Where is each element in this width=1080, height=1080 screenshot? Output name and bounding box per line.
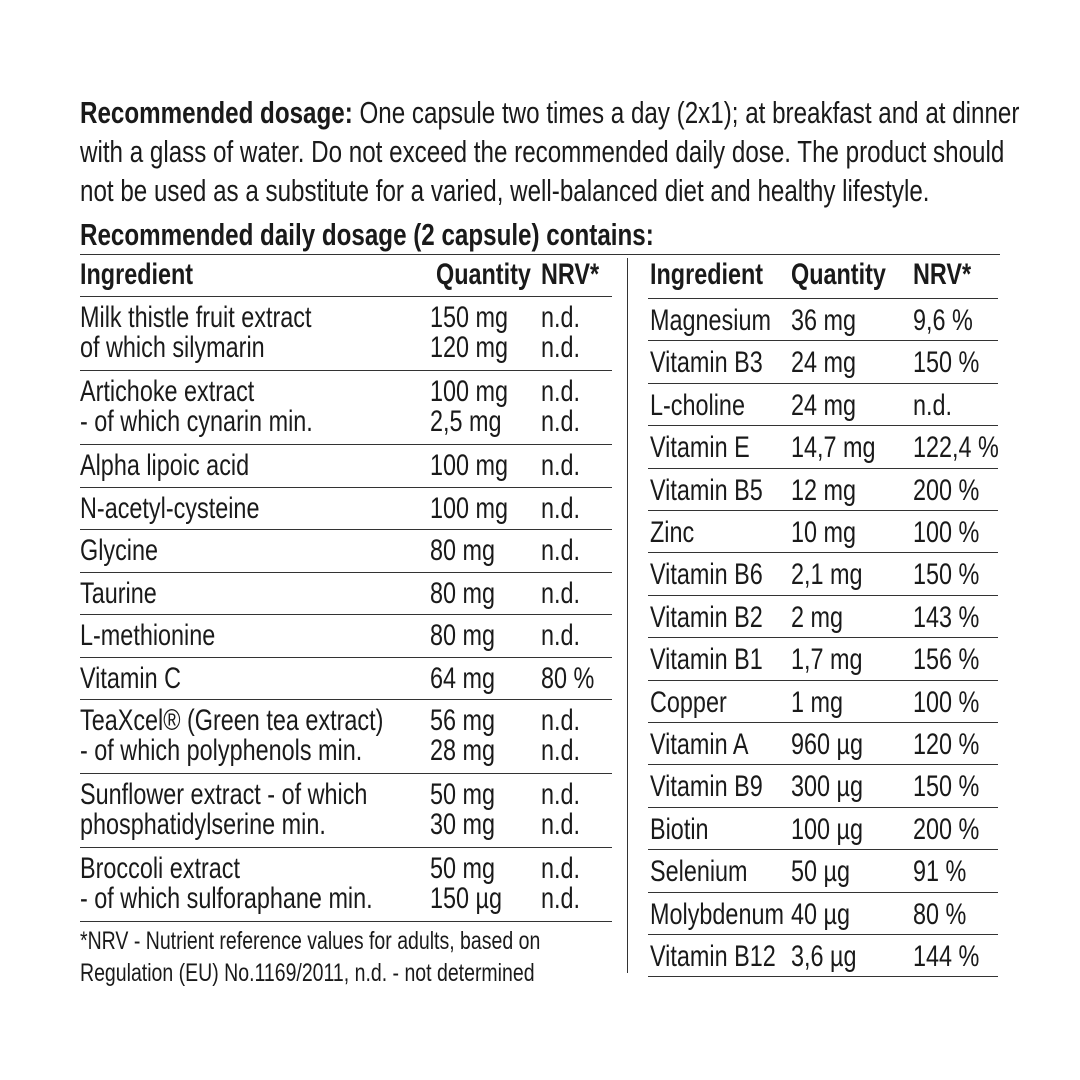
row-separator [80,614,612,615]
nutrient-nrv: 150 % [913,770,980,803]
right-header-rule [648,298,998,299]
ingredient-quantity: 28 mg [430,734,496,767]
nutrient-nrv: 200 % [913,474,980,507]
ingredient-nrv: n.d. [541,375,581,408]
dosage-label: Recommended dosage: [80,95,353,130]
row-separator [648,595,998,596]
nutrient-name: Vitamin A [650,728,749,761]
row-separator [648,552,998,553]
nutrient-nrv: 122,4 % [913,431,999,464]
ingredient-quantity: 2,5 mg [430,405,502,438]
left-header-ingredient: Ingredient [80,258,194,291]
nrv-footnote [80,925,800,989]
nutrient-nrv: 200 % [913,813,980,846]
nutrient-nrv: 144 % [913,940,980,973]
ingredient-quantity: 56 mg [430,704,496,737]
row-separator [80,699,612,700]
ingredient-name: Glycine [80,534,159,567]
dosage-text-line-1: One capsule two times a day (2x1); at breakfast and at dinner [352,95,1020,130]
nutrient-quantity: 24 mg [791,389,857,422]
ingredient-nrv: n.d. [541,808,581,841]
ingredient-quantity: 150 mg [430,301,509,334]
right-header-nrv: NRV* [913,258,972,291]
row-separator [80,529,612,530]
nutrient-nrv: 156 % [913,643,980,676]
ingredient-name: Broccoli extract [80,852,240,885]
row-separator [648,849,998,850]
nutrient-quantity: 10 mg [791,516,857,549]
footnote-line-2: Regulation (EU) No.1169/2011, n.d. - not determined [80,959,535,987]
nutrient-name: Vitamin B12 [650,940,776,973]
ingredient-quantity: 100 mg [430,375,509,408]
ingredient-name: Artichoke extract [80,375,255,408]
ingredient-nrv: n.d. [541,301,581,334]
nutrient-name: Selenium [650,855,748,888]
nutrient-quantity: 1 mg [791,686,844,719]
daily-dosage-title: Recommended daily dosage (2 capsule) contains: [80,217,654,252]
nutrient-quantity: 50 µg [791,855,851,888]
nutrient-quantity: 960 µg [791,728,864,761]
ingredient-name: L-methionine [80,619,216,652]
nutrient-name: Magnesium [650,304,771,337]
row-separator [648,892,998,893]
nutrient-quantity: 14,7 mg [791,431,876,464]
ingredient-quantity: 30 mg [430,808,496,841]
ingredient-nrv: n.d. [541,534,581,567]
nutrient-nrv: 9,6 % [913,304,973,337]
ingredient-name: Sunflower extract - of which [80,778,368,811]
ingredient-name: of which silymarin [80,331,265,364]
nutrient-nrv: 150 % [913,346,980,379]
ingredient-nrv: n.d. [541,405,581,438]
column-divider [627,258,628,973]
nutrient-name: Copper [650,686,727,719]
nutrient-name: Vitamin E [650,431,750,464]
ingredient-name: - of which cynarin min. [80,405,313,438]
nutrient-quantity: 100 µg [791,813,864,846]
right-header-quantity: Quantity [791,258,886,291]
ingredient-quantity: 80 mg [430,576,496,610]
row-separator [80,847,612,848]
nutrient-name: Vitamin B9 [650,770,763,803]
nutrient-quantity: 2,1 mg [791,558,863,591]
ingredient-quantity: 100 mg [430,491,509,525]
nutrient-quantity: 300 µg [791,770,864,803]
row-separator [648,722,998,723]
ingredient-name: N-acetyl-cysteine [80,491,260,525]
row-separator [80,773,612,774]
ingredient-name: phosphatidylserine min. [80,808,326,841]
nutrient-nrv: 100 % [913,516,980,549]
nutrient-quantity: 1,7 mg [791,643,863,676]
row-separator [80,921,612,922]
row-separator [648,510,998,511]
nutrient-name: Vitamin B1 [650,643,763,676]
ingredient-nrv: n.d. [541,619,581,652]
ingredient-name: - of which sulforaphane min. [80,882,373,915]
nutrient-quantity: 24 mg [791,346,857,379]
ingredient-name: Alpha lipoic acid [80,449,250,482]
ingredient-quantity: 100 mg [430,449,509,482]
nutrient-quantity: 2 mg [791,601,844,634]
ingredient-quantity: 50 mg [430,778,496,811]
ingredient-quantity: 120 mg [430,331,509,364]
dosage-text-line-2: with a glass of water. Do not exceed the recommended daily dose. The product should [80,134,1005,169]
nutrient-name: L-choline [650,389,745,422]
ingredient-quantity: 150 µg [430,882,503,915]
nutrient-nrv: 100 % [913,686,980,719]
nutrient-nrv: 150 % [913,558,980,591]
ingredient-nrv: n.d. [541,734,581,767]
nutrient-nrv: 80 % [913,898,967,931]
nutrient-name: Molybdenum [650,898,784,931]
row-separator [80,487,612,488]
row-separator [648,425,998,426]
title-rule [80,254,1000,255]
ingredient-nrv: n.d. [541,882,581,915]
row-separator [80,370,612,371]
nutrient-quantity: 3,6 µg [791,940,857,973]
nutrient-nrv: 143 % [913,601,980,634]
ingredient-name: Taurine [80,576,157,610]
row-separator [648,680,998,681]
ingredient-name: TeaXcel® (Green tea extract) [80,704,384,737]
ingredient-quantity: 50 mg [430,852,496,885]
ingredient-name: Milk thistle fruit extract [80,301,312,334]
nutrient-name: Vitamin B6 [650,558,763,591]
nutrient-name: Vitamin B2 [650,601,763,634]
ingredient-quantity: 80 mg [430,619,496,652]
row-separator [648,637,998,638]
row-separator [80,657,612,658]
row-separator [648,468,998,469]
left-header-rule [80,296,612,297]
ingredient-nrv: n.d. [541,491,581,525]
ingredient-nrv: n.d. [541,331,581,364]
row-separator [80,572,612,573]
nutrient-name: Biotin [650,813,709,846]
nutrient-nrv: 120 % [913,728,980,761]
dosage-instructions [80,93,1080,210]
ingredient-nrv: n.d. [541,778,581,811]
ingredient-nrv: n.d. [541,852,581,885]
dosage-text-line-3: not be used as a substitute for a varied, well-balanced diet and healthy lifestyle. [80,173,930,208]
left-header-nrv: NRV* [541,258,600,291]
ingredient-name: - of which polyphenols min. [80,734,363,767]
ingredient-nrv: 80 % [541,661,595,695]
nutrient-quantity: 40 µg [791,898,851,931]
nutrient-nrv: 91 % [913,855,967,888]
row-separator [648,383,998,384]
ingredient-name: Vitamin C [80,661,182,695]
footnote-line-1: *NRV - Nutrient reference values for adults, based on [80,927,541,955]
right-header-ingredient: Ingredient [650,258,764,291]
row-separator [648,764,998,765]
nutrient-name: Vitamin B3 [650,346,763,379]
nutrient-quantity: 36 mg [791,304,857,337]
ingredient-nrv: n.d. [541,449,581,482]
row-separator [648,340,998,341]
nutrient-nrv: n.d. [913,389,953,422]
ingredient-nrv: n.d. [541,576,581,610]
nutrient-name: Zinc [650,516,695,549]
row-separator [80,444,612,445]
nutrient-name: Vitamin B5 [650,474,763,507]
ingredient-quantity: 80 mg [430,534,496,567]
ingredient-nrv: n.d. [541,704,581,737]
left-header-quantity: Quantity [436,258,531,291]
row-separator [648,807,998,808]
ingredient-quantity: 64 mg [430,661,496,695]
nutrient-quantity: 12 mg [791,474,857,507]
